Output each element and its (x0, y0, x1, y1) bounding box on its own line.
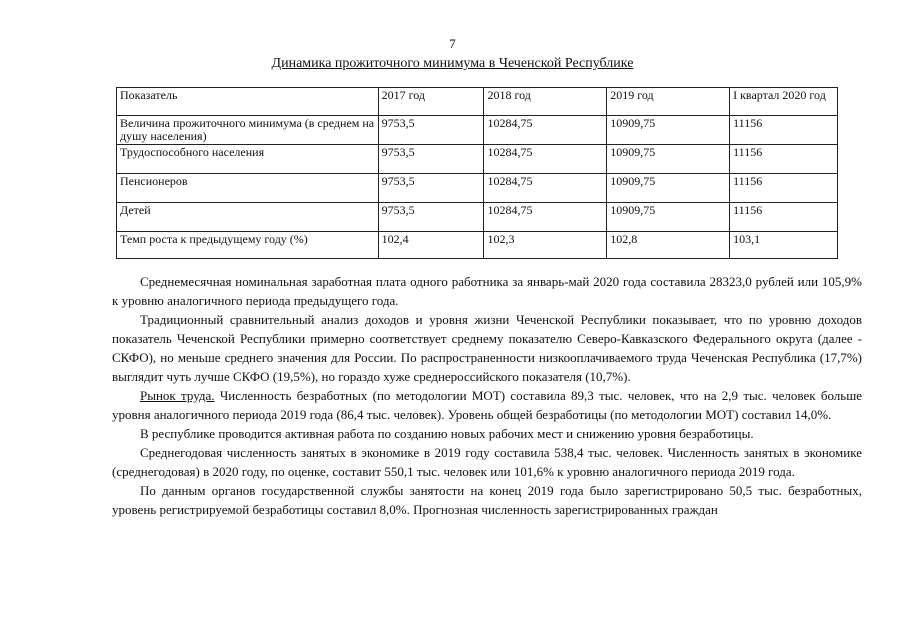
header-cell: I квартал 2020 год (730, 88, 838, 116)
page-number: 7 (449, 36, 456, 51)
table-cell: 10909,75 (607, 203, 730, 232)
table-cell: 102,4 (378, 232, 484, 259)
row-label: Детей (117, 203, 379, 232)
table-cell: 10284,75 (484, 116, 607, 145)
table-cell: 103,1 (730, 232, 838, 259)
header-cell: 2017 год (378, 88, 484, 116)
table-row (117, 174, 838, 203)
body-text (112, 272, 862, 519)
row-label: Величина прожиточного минимума (в среднем на душу населения) (117, 116, 379, 145)
table-cell: 10909,75 (607, 116, 730, 145)
paragraph-comparative-analysis: Традиционный сравнительный анализ доходов и уровня жизни Чеченской Республики показывает, что по уровню доходов показатель Чеченской Республики примерно соответствует среднему показателю Северо-Кавказского Федерального округа (далее - СКФО), но меньше среднего значения для России. По распространенности низкооплачиваемого труда Чеченская Республика (17,7%) выглядит чуть лучше СКФО (19,5%), но гораздо хуже среднероссийского показателя (10,7%). (112, 312, 862, 384)
table-cell: 11156 (730, 203, 838, 232)
row-label: Темп роста к предыдущему году (%) (117, 232, 379, 259)
table-cell: 11156 (730, 116, 838, 145)
header-cell: 2018 год (484, 88, 607, 116)
table-cell: 9753,5 (378, 116, 484, 145)
header-cell: 2019 год (607, 88, 730, 116)
paragraph-employment: Среднегодовая численность занятых в экономике в 2019 году составила 538,4 тыс. человек. Численность занятых в экономике (среднегодовая) в 2020 году, по оценке, составит 550,1 тыс. человек или 101,6% к уровню аналогичного периода 2019 года. (112, 445, 862, 479)
section-heading-labor-market: Рынок труда. (140, 388, 215, 403)
table-cell: 11156 (730, 174, 838, 203)
table-cell: 10909,75 (607, 145, 730, 174)
row-label: Пенсионеров (117, 174, 379, 203)
document-title: Динамика прожиточного минимума в Чеченской Республике (271, 56, 634, 71)
table-cell: 10284,75 (484, 145, 607, 174)
table-row (117, 203, 838, 232)
table-cell: 11156 (730, 145, 838, 174)
table-cell: 9753,5 (378, 174, 484, 203)
subsistence-minimum-table (116, 87, 838, 259)
paragraph-unemployment-registry: По данным органов государственной службы занятости на конец 2019 года было зарегистрировано 50,5 тыс. безработных, уровень регистрируемой безработицы составил 8,0%. Прогнозная численность зарегистрированных граждан (112, 483, 862, 517)
table-row (117, 145, 838, 174)
table-cell: 10909,75 (607, 174, 730, 203)
row-label: Трудоспособного населения (117, 145, 379, 174)
header-cell: Показатель (117, 88, 379, 116)
table-cell: 9753,5 (378, 145, 484, 174)
table-cell: 10284,75 (484, 203, 607, 232)
table-cell: 9753,5 (378, 203, 484, 232)
table-cell: 102,3 (484, 232, 607, 259)
paragraph-job-creation: В республике проводится активная работа по созданию новых рабочих мест и снижению уровня безработицы. (140, 426, 754, 441)
table-row (117, 116, 838, 145)
table-header-row (117, 88, 838, 116)
labor-market-text: Численность безработных (по методологии МОТ) составила 89,3 тыс. человек, что на 2,9 тыс. человек больше уровня аналогичного периода 2019 года (86,4 тыс. человек). Уровень общей безработицы (по методологии МОТ) составил 14,0%. (112, 388, 862, 422)
table-cell: 102,8 (607, 232, 730, 259)
table-row (117, 232, 838, 259)
paragraph-labor-market (112, 386, 862, 424)
paragraph-wages: Среднемесячная номинальная заработная плата одного работника за январь-май 2020 года составила 28323,0 рублей или 105,9% к уровню аналогичного периода предыдущего года. (112, 274, 862, 308)
table-cell: 10284,75 (484, 174, 607, 203)
